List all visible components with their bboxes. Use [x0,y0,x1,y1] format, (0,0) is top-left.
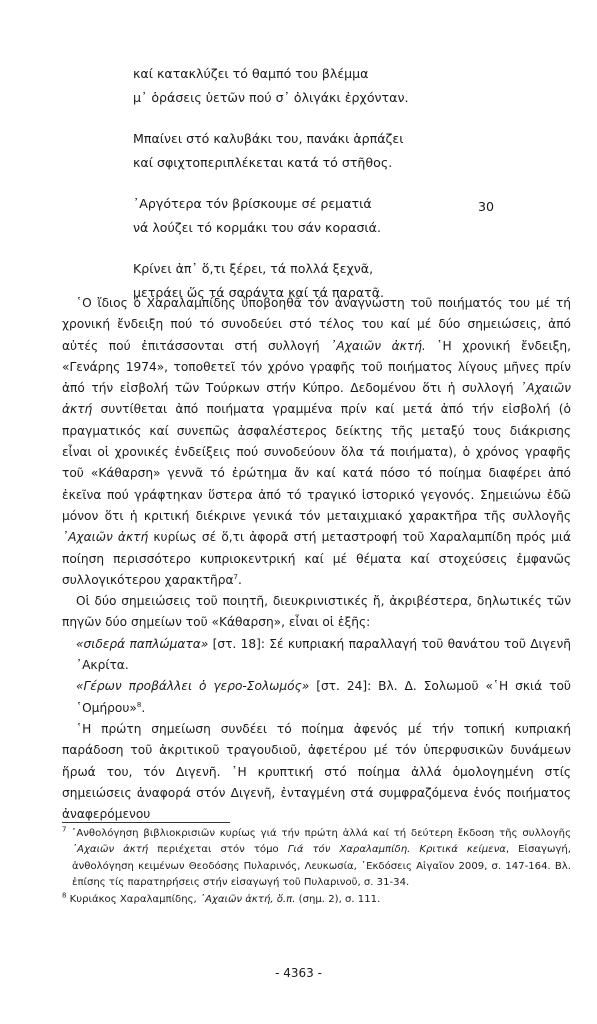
footnotes [62,826,571,908]
verse-line-number: 30 [478,199,495,214]
footnote [62,826,571,892]
body-text [62,293,571,825]
footnote-ref[interactable]: 8 [136,700,142,709]
poem-stanza [133,127,533,175]
text-run: ᾿Ανθολόγηση βιβλιοκρισιῶν κυρίως γιά τήν πρώτη ἀλλά καί τή δεύτερη ἔκδοση τῆς συλλογῆς [66,828,571,839]
poem-line: Κρίνει ἀπ᾿ ὅ,τι ξέρει, τά πολλά ξεχνᾶ, [133,261,374,276]
page-number: - 4363 - [275,966,322,980]
text-run: . [141,700,146,715]
book-title: ᾿Αχαιῶν ἀκτή, ὅ.π. [199,893,296,905]
text-run: κυρίως σέ ὅ,τι ἀφορᾶ στή μεταστροφή τοῦ Χαραλαμπίδη πρός μιά ποίηση περισσότερο κυπριοκεντρική καί μέ θέματα καί στοχεύσεις ἐμφανῶς συλλογικότερου χαρακτῆρα [62,530,571,587]
footnote-number: 7 [62,825,67,834]
poem-line: Μπαίνει στό καλυβάκι του, πανάκι ἁρπάζει [133,131,404,146]
book-title: ᾿Αχαιῶν ἀκτή [72,844,149,856]
book-title: ᾿Αχαιῶν ἀκτή [62,381,571,417]
poem-line: μετράει ὥς τά σαράντα καί τά παρατᾶ. [133,285,385,300]
text-run: ῾Η πρώτη σημείωση συνδέει τό ποίημα ἀφενός μέ τήν τοπική κυπριακή παράδοση τοῦ ἀκριτικοῦ τραγουδιοῦ, ἀφετέρου μέ τόν ὑπερφυσικῶν δυνάμεων ἥρωά του, τόν Διγενῆ. ῾Η κρυπτική στό ποίημα ἀλλά ὁμολογημένη στίς σημειώσεις ἀναφορά στόν Διγενῆ, ἐνταγμένη στά συμφραζόμενα ἑνός ποιήματος ἀναφερόμενου [62,721,571,822]
text-run: [στ. 18]: Σέ κυπριακή παραλλαγή τοῦ θανάτου τοῦ Διγενῆ ᾿Ακρίτα. [76,636,571,673]
text-run: . [238,572,242,587]
book-title: ᾿Αχαιῶν ἀκτή. [330,338,426,353]
poem-line: καί κατακλύζει τό θαμπό του βλέμμα [133,66,369,81]
text-run: περιέχεται στόν τόμο [148,844,288,856]
poem-stanza [133,62,533,110]
poem-line: μ᾿ ὁράσεις ὑετῶν πού σ᾿ ὀλιγάκι ἐρχόνταν. [133,90,409,105]
poem-line: καί σφιχτοπεριπλέκεται κατά τό στῆθος. [133,155,393,170]
poem-excerpt [133,62,533,322]
text-run: , Εἰσαγωγή, ἀνθολόγηση κειμένων Θεοδόσης Πυλαρινός, Λευκωσία, ᾿Εκδόσεις Αἰγαῖον 2009, σ. 147-164. Βλ. ἐπίσης τίς παρατηρήσεις στήν εἰσαγωγή τοῦ Πυλαρινοῦ, σ. 31-34. [72,844,571,889]
poet-note [62,676,571,719]
text-run: Κυριάκος Χαραλαμπίδης, [66,893,200,905]
text-run: ῾Η χρονική ἔνδειξη, «Γενάρης 1974», τοποθετεῖ τόν χρόνο γραφῆς τοῦ ποιήματος λίγους μῆνες πρίν ἀπό τήν εἰσβολή τῶν Τούρκων στήν Κύπρο. Δεδομένου ὅτι ἡ συλλογή [62,338,572,396]
paragraph [62,591,571,634]
text-run: (σημ. 2), σ. 111. [295,893,381,905]
poem-line: νά λούζει τό κορμάκι του σάν κορασιά. [133,220,381,235]
quoted-phrase: «Γέρων προβάλλει ὁ γερο-Σολωμός» [76,679,310,694]
text-run: συντίθεται ἀπό ποιήματα γραμμένα πρίν καί μετά ἀπό τήν εἰσβολή (ὁ πραγματικός καί συνεπῶς ἀσφαλέστερος δείκτης τῆς μεταξύ τους διάκρισης εἶναι οἱ χρονικές ἐνδείξεις πού συνοδεύουν ὅλα τά ποιήματα), ὁ χρόνος γραφῆς τοῦ «Κάθαρση» γεννᾶ τό ἐρώτημα ἄν καί κατά πόσο τό ποίημα διαφέρει ἀπό ἐκεῖνα πού γράφτηκαν ὕστερα ἀπό τό τραγικό ἱστορικό γεγονός. Σημειώνω ἐδῶ μόνον ὅτι ἡ κριτική διέκρινε γενικά τόν μεταιχμιακό χαρακτῆρα τῆς συλλογῆς [62,402,571,523]
text-run: [στ. 24]: Βλ. Δ. Σολωμοῦ «῾Η σκιά τοῦ ῾Ομήρου» [76,679,571,715]
footnote-ref[interactable]: 7 [233,572,239,581]
paragraph [62,293,571,591]
poet-note [62,634,571,677]
book-title: Γιά τόν Χαραλαμπίδη. Κριτικά κείμενα [287,844,506,856]
text-run: Οἱ δύο σημειώσεις τοῦ ποιητῆ, διευκρινιστικές ἤ, ἀκριβέστερα, δηλωτικές τῶν πηγῶν δύο σημείων τοῦ «Κάθαρση», εἶναι οἱ ἑξῆς: [62,594,571,630]
footnote-divider [62,822,230,823]
poem-line: ᾿Αργότερα τόν βρίσκουμε σέ ρεματιά [133,196,372,211]
paragraph [62,719,571,825]
poem-stanza [133,192,533,240]
text-run: ῾Ο ἴδιος ὁ Χαραλαμπίδης ὑποβοηθᾶ τόν ἀναγνώστη τοῦ ποιήματός του μέ τή χρονική ἔνδειξη πού τό συνοδεύει στό τέλος του καί μέ δύο σημειώσεις, ἀπό αὐτές πού ἐπιτάσσονται στή συλλογή [62,296,571,353]
book-title: ᾿Αχαιῶν ἀκτή [62,530,149,545]
footnote-number: 8 [62,891,67,900]
quoted-phrase: «σιδερά παπλώματα» [76,636,209,651]
footnote [62,892,571,908]
